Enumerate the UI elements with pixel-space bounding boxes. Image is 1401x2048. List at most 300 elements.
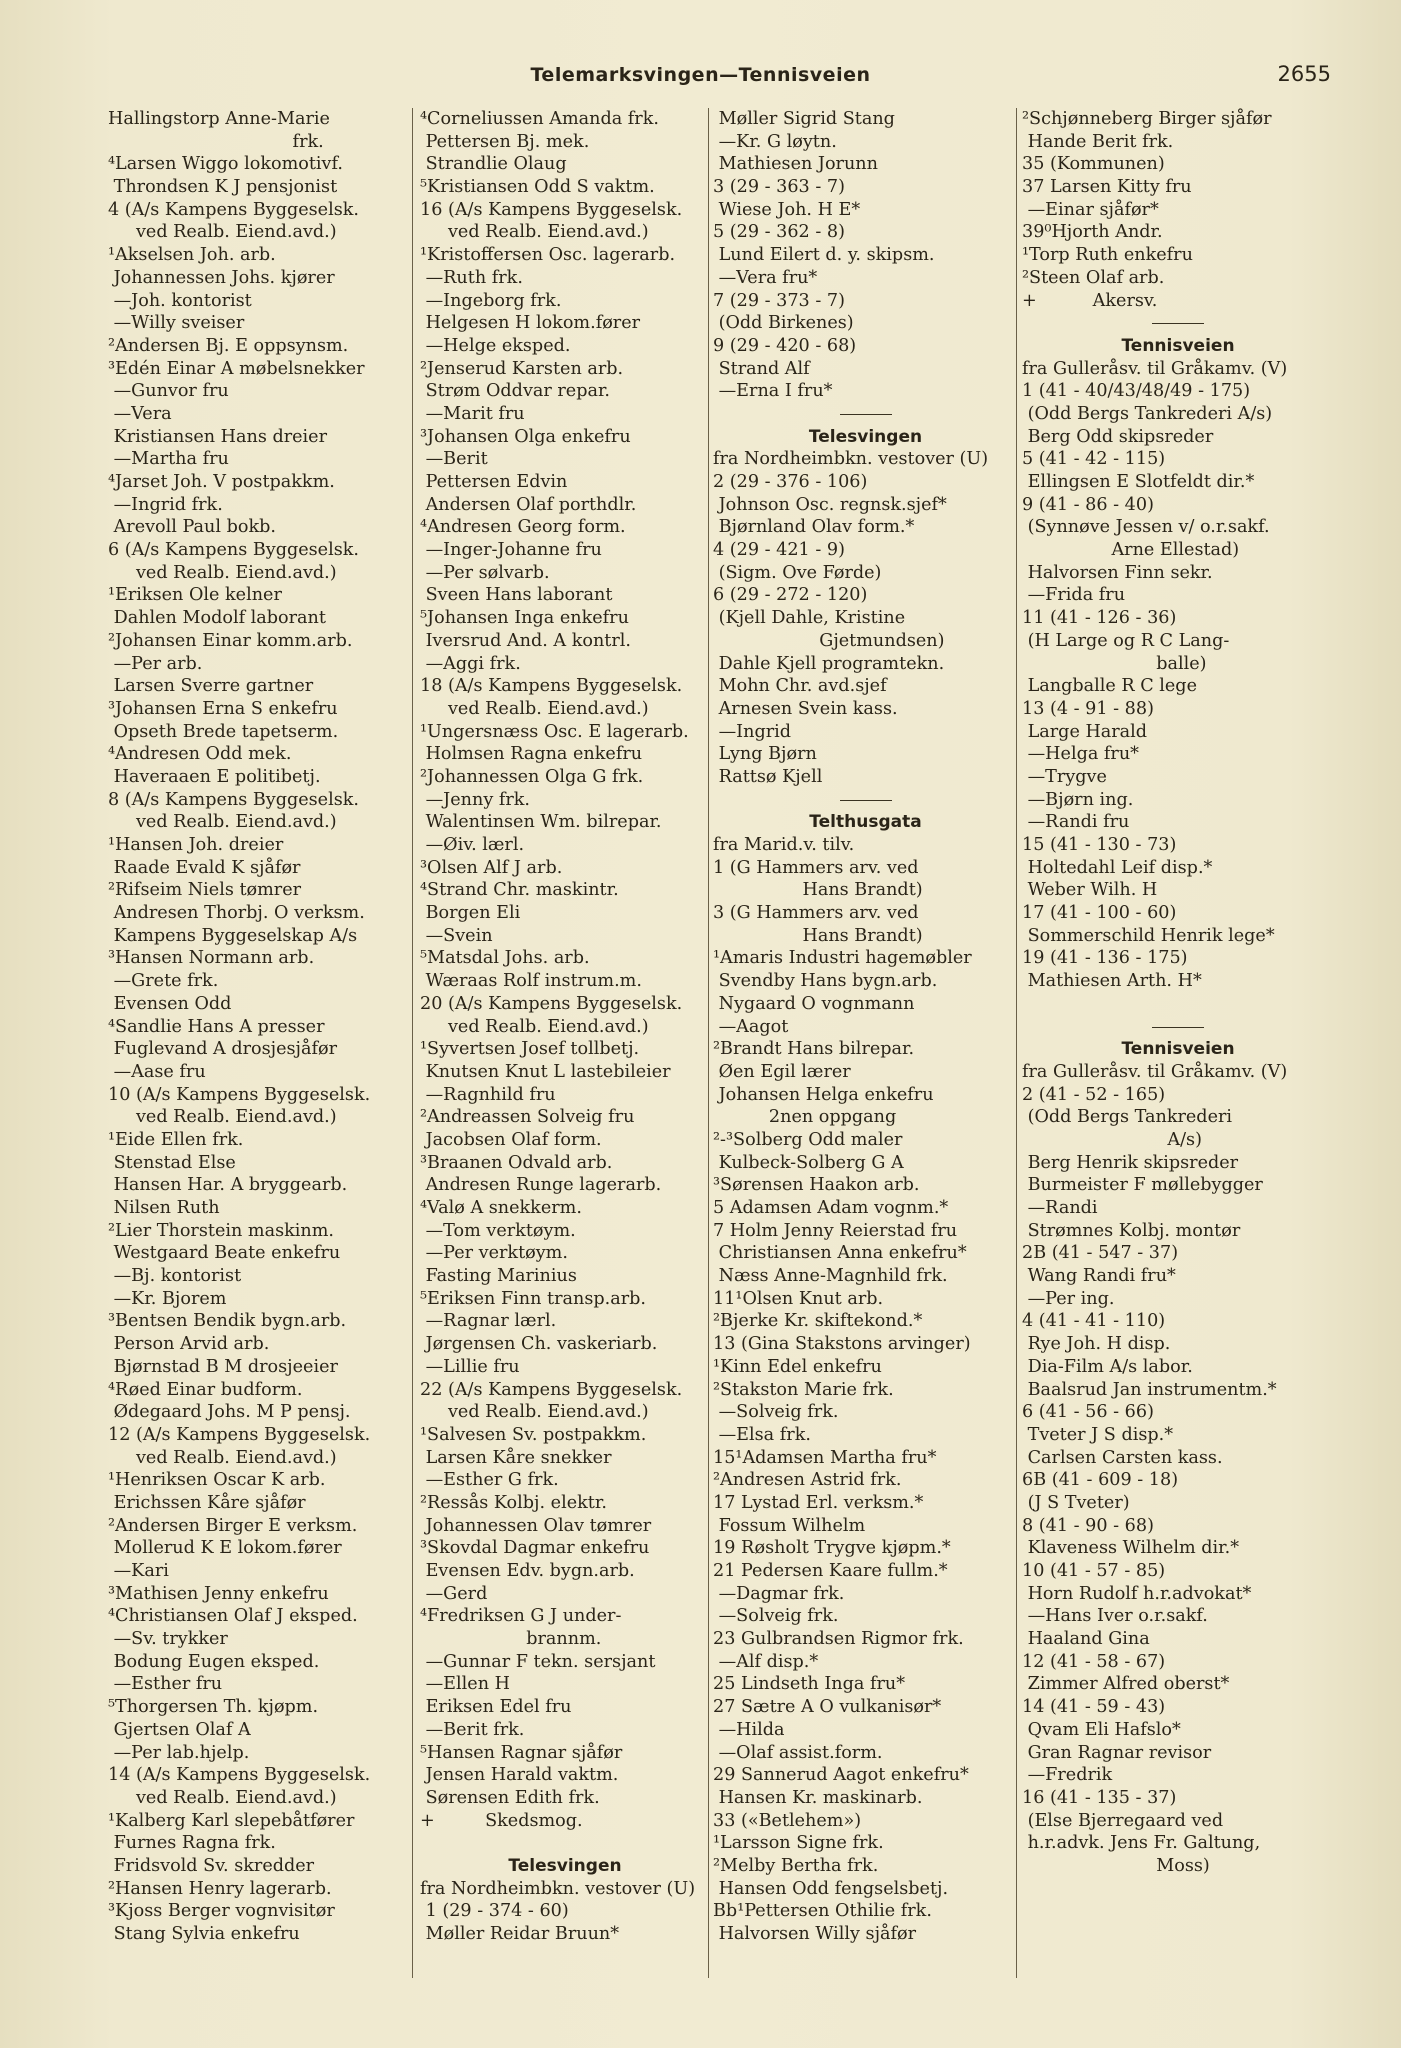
directory-entry: Iversrud And. A kontrl. [420,630,631,651]
directory-entry: Qvam Eli Hafslo* [1022,1719,1181,1740]
directory-entry: —Helge eksped. [420,335,571,356]
directory-entry: 2 (41 - 52 - 165) [1022,1084,1166,1105]
directory-entry: —Hans Iver o.r.sakf. [1022,1606,1208,1627]
directory-entry: Arne Ellestad) [1022,540,1240,561]
directory-entry: ³Bentsen Bendik bygn.arb. [108,1311,347,1332]
directory-entry: fra Gulleråsv. til Gråkamv. (V) [1022,358,1288,379]
directory-entry: Horn Rudolf h.r.advokat* [1022,1583,1252,1604]
directory-entry: 1 (29 - 374 - 60) [420,1901,569,1922]
column-4 [1022,108,1334,1988]
section-divider [1022,1016,1334,1039]
directory-entry: Bb¹Pettersen Othilie frk. [713,1901,932,1922]
directory-entry: Mathiesen Jorunn [713,154,878,175]
directory-entry: Rattsø Kjell [713,766,823,787]
directory-entry: ¹Hansen Joh. dreier [108,835,284,855]
directory-entry: Johannessen Olav tømrer [420,1515,652,1536]
directory-entry: Bodung Eugen eksped. [108,1651,320,1672]
directory-entry: Fuglevand A drosjesjåfør [108,1039,337,1060]
directory-entry: Wang Randi fru* [1022,1266,1176,1287]
directory-entry: Strand Alf [713,358,810,379]
directory-entry: Halvorsen Finn sekr. [1022,562,1213,583]
directory-entry: 9 (41 - 86 - 40) [1022,494,1154,515]
directory-entry: 18 (A/s Kampens Byggeselsk. [420,676,683,697]
directory-entry: ²Andersen Birger E verksm. [108,1515,358,1536]
directory-entry: 2B (41 - 547 - 37) [1022,1243,1179,1264]
directory-entry: Gjetmundsen) [713,630,945,651]
directory-entry: —Svein [420,925,493,946]
directory-entry: Møller Sigrid Stang [713,109,895,129]
directory-entry: Zimmer Alfred oberst* [1022,1674,1230,1695]
directory-entry: Møller Reidar Bruun* [420,1924,620,1944]
directory-entry: Gran Ragnar revisor [1022,1742,1212,1763]
directory-entry: Dia-Film A/s labor. [1022,1356,1193,1377]
directory-entry: Larsen Sverre gartner [108,676,314,697]
directory-entry: ³Skovdal Dagmar enkefru [420,1538,650,1559]
directory-entry: 2 (29 - 376 - 106) [713,472,868,492]
directory-entry: ³Johansen Erna S enkefru [108,698,338,719]
directory-entry: —Erna I fru* [713,381,833,402]
directory-entry: —Helga fru* [1022,744,1139,765]
street-heading: Tennisveien [1121,335,1235,356]
directory-entry: 7 (29 - 373 - 7) [713,290,845,311]
directory-entry: ³Kjoss Berger vognvisitør [108,1901,335,1922]
directory-entry: Wæraas Rolf instrum.m. [420,971,642,992]
directory-entry: 5 (29 - 362 - 8) [713,222,845,243]
directory-entry: Large Harald [1022,721,1148,742]
directory-entry: ¹Ungersnæss Osc. E lagerarb. [420,721,689,742]
street-heading: Tennisveien [1121,1039,1235,1060]
directory-entry: —Willy sveiser [108,313,245,334]
directory-entry: 16 (A/s Kampens Byggeselsk. [420,199,683,220]
directory-entry: Langballe R C lege [1022,676,1197,697]
directory-entry: fra Nordheimbkn. vestover (U) [713,449,989,470]
directory-entry: —Ingrid frk. [108,494,223,515]
directory-entry: fra Gulleråsv. til Gråkamv. (V) [1022,1061,1288,1082]
directory-entry: Hansen Kr. maskinarb. [713,1787,923,1808]
directory-entry: Fossum Wilhelm [713,1515,866,1536]
directory-entry: 25 Lindseth Inga fru* [713,1674,905,1695]
directory-entry: —Ragnar lærl. [420,1311,557,1332]
directory-entry: Næss Anne-Magnhild frk. [713,1266,948,1287]
directory-entry: ⁴Valø A snekkerm. [420,1198,582,1218]
directory-entry: Halvorsen Willy sjåfør [713,1924,917,1944]
directory-entry: —Bj. kontorist [108,1266,242,1287]
directory-entry: —Per verktøym. [420,1243,568,1264]
directory-entry: —Olaf assist.form. [713,1742,883,1763]
directory-entry: ²Rifseim Niels tømrer [108,880,302,901]
column-divider [412,108,413,1978]
directory-entry: Raade Evald K sjåfør [108,857,301,878]
directory-entry: Lund Eilert d. y. skipsm. [713,245,935,266]
directory-entry: (Kjell Dahle, Kristine [713,608,906,629]
directory-entry: Mollerud K E lokom.fører [108,1538,342,1559]
directory-entry: —Lillie fru [420,1356,520,1377]
directory-entry: 15 (41 - 130 - 73) [1022,835,1177,855]
directory-entry: Erichssen Kåre sjåfør [108,1492,306,1513]
directory-entry: Strandlie Olaug [420,154,567,175]
directory-entry: —Joh. kontorist [108,290,252,311]
directory-entry: Wiese Joh. H E* [713,199,861,220]
page-title: Telemarksvingen—Tennisveien [530,64,871,86]
directory-entry: (Sigm. Ove Førde) [713,562,882,583]
directory-entry: 6 (41 - 56 - 66) [1022,1402,1154,1423]
directory-entry: ¹Kinn Edel enkefru [713,1356,882,1377]
directory-entry: Ødegaard Johs. M P pensj. [108,1402,351,1423]
directory-entry: —Bjørn ing. [1022,789,1134,810]
directory-entry: ⁴Sandlie Hans A presser [108,1016,325,1037]
directory-entry: Berg Henrik skipsreder [1022,1152,1239,1173]
directory-entry: —Kr. Bjorem [108,1288,227,1309]
page-number: 2655 [1277,62,1331,86]
directory-entry: ved Realb. Eiend.avd.) [420,698,649,719]
directory-entry: ¹Amaris Industri hagemøbler [713,948,972,969]
directory-entry: frk. [108,131,324,152]
directory-entry: —Berit frk. [420,1719,525,1740]
directory-entry: —Aagot [713,1016,789,1037]
section-divider [1022,312,1334,335]
directory-entry: Nilsen Ruth [108,1198,220,1218]
column-2 [420,108,710,1988]
directory-entry: Andresen Runge lagerarb. [420,1175,662,1196]
directory-entry: Hans Brandt) [713,925,923,946]
directory-entry: —Gunvor fru [108,381,229,402]
directory-entry: —Vera fru* [713,267,818,288]
directory-entry: —Jenny frk. [420,789,531,810]
directory-entry: 2nen oppgang [713,1107,897,1128]
directory-entry: Mohn Chr. avd.sjef [713,676,887,697]
directory-entry: Person Arvid arb. [108,1334,270,1355]
directory-entry: —Martha fru [108,449,229,470]
directory-entry: Sørensen Edith frk. [420,1787,600,1808]
directory-entry: ⁵Matsdal Johs. arb. [420,948,590,969]
directory-entry: Johannessen Johs. kjører [108,267,335,288]
directory-entry: ³Johansen Olga enkefru [420,426,631,447]
directory-entry: —Frida fru [1022,585,1126,606]
directory-entry: 11¹Olsen Knut arb. [713,1288,884,1309]
directory-entry: Strøm Oddvar repar. [420,381,611,402]
directory-entry: 3 (29 - 363 - 7) [713,177,845,198]
directory-entry: Helgesen H lokom.fører [420,313,641,334]
directory-entry: Westgaard Beate enkefru [108,1243,341,1264]
directory-entry: Arnesen Svein kass. [713,698,898,719]
page-header [0,64,1401,94]
directory-entry: ⁵Eriksen Finn transp.arb. [420,1288,646,1309]
directory-entry: Bjørnland Olav form.* [713,517,915,538]
street-heading: Telesvingen [508,1855,622,1876]
directory-entry: 21 Pedersen Kaare fullm.* [713,1561,948,1581]
directory-entry: (Odd Bergs Tankrederi A/s) [1022,403,1273,424]
directory-entry: Nygaard O vognmann [713,993,915,1014]
directory-entry: Stenstad Else [108,1152,236,1173]
directory-entry: —Solveig frk. [713,1402,839,1423]
directory-entry: ⁵Kristiansen Odd S vaktm. [420,177,655,198]
directory-entry: ³Edén Einar A møbelsnekker [108,358,365,379]
directory-entry: 6B (41 - 609 - 18) [1022,1470,1179,1491]
directory-entry: —Aase fru [108,1061,206,1082]
directory-entry: —Øiv. lærl. [420,835,525,855]
directory-entry: 17 Lystad Erl. verksm.* [713,1492,924,1513]
column-3 [713,108,1018,1988]
directory-entry: —Sv. trykker [108,1629,228,1650]
directory-entry: —Elsa frk. [713,1424,811,1445]
directory-entry: ved Realb. Eiend.avd.) [108,812,337,833]
directory-entry: ved Realb. Eiend.avd.) [420,1016,649,1037]
directory-entry: 19 Røsholt Trygve kjøpm.* [713,1538,951,1559]
directory-entry: ⁴Corneliussen Amanda frk. [420,109,659,129]
directory-entry: ¹Salvesen Sv. postpakkm. [420,1424,647,1445]
directory-entry: ²Johannessen Olga G frk. [420,766,644,787]
directory-entry: ³Mathisen Jenny enkefru [108,1583,329,1604]
directory-entry: —Ellen H [420,1674,510,1695]
directory-entry: Jacobsen Olaf form. [420,1129,602,1150]
directory-entry: —Gerd [420,1583,488,1604]
directory-entry: Hansen Odd fengselsbetj. [713,1878,949,1899]
directory-entry: ved Realb. Eiend.avd.) [108,1447,337,1468]
directory-entry: ved Realb. Eiend.avd.) [108,1107,337,1128]
directory-entry: 33 («Betlehem») [713,1810,862,1831]
directory-entry: —Fredrik [1022,1765,1113,1786]
directory-entry: Pettersen Edvin [420,472,568,492]
directory-entry: —Ragnhild fru [420,1084,556,1105]
directory-entry: —Esther G frk. [420,1470,559,1491]
directory-entry: ¹Torp Ruth enkefru [1022,245,1193,266]
directory-entry: ¹Kalberg Karl slepebåtfører [108,1810,355,1831]
directory-entry: —Marit fru [420,403,525,424]
directory-entry: Jørgensen Ch. vaskeriarb. [420,1334,658,1355]
directory-entry: Evensen Edv. bygn.arb. [420,1561,635,1581]
directory-entry: ²Melby Bertha frk. [713,1855,879,1876]
directory-entry: Holmsen Ragna enkefru [420,744,643,765]
directory-entry: —Vera [108,403,172,424]
directory-entry: Burmeister F møllebygger [1022,1175,1263,1196]
directory-entry: Kulbeck-Solberg G A [713,1152,904,1173]
directory-entry: Mathiesen Arth. H* [1022,971,1202,992]
directory-entry: 15¹Adamsen Martha fru* [713,1447,937,1468]
directory-entry: ¹Larsson Signe frk. [713,1833,884,1854]
directory-entry: Svendby Hans bygn.arb. [713,971,938,992]
directory-entry: —Solveig frk. [713,1606,839,1627]
directory-entry: ¹Kristoffersen Osc. lagerarb. [420,245,676,266]
directory-entry: Hansen Har. A bryggearb. [108,1175,348,1196]
directory-entry: ²Schjønneberg Birger sjåfør [1022,109,1272,129]
directory-entry: 29 Sannerud Aagot enkefru* [713,1765,969,1786]
directory-entry: 23 Gulbrandsen Rigmor frk. [713,1629,964,1650]
directory-entry: Dahle Kjell programtekn. [713,653,945,674]
directory-entry: —Ingrid [713,721,792,742]
directory-entry: ²Andreassen Solveig fru [420,1107,635,1128]
directory-entry: ²Stakston Marie frk. [713,1379,894,1400]
directory-entry: ²Andersen Bj. E oppsynsm. [108,335,349,356]
directory-entry: ³Sørensen Haakon arb. [713,1175,920,1196]
directory-entry: Pettersen Bj. mek. [420,131,590,152]
directory-entry: 4 (29 - 421 - 9) [713,540,845,561]
directory-entry: Haveraaen E politibetj. [108,766,321,787]
directory-entry: Tveter J S disp.* [1022,1424,1174,1445]
directory-entry: 3 (G Hammers arv. ved [713,903,919,924]
directory-entry: ⁴Røed Einar budform. [108,1379,303,1400]
directory-entry: ⁵Thorgersen Th. kjøpm. [108,1697,319,1718]
directory-entry: 11 (41 - 126 - 36) [1022,608,1177,629]
column-1 [108,108,400,1988]
directory-entry: 16 (41 - 135 - 37) [1022,1787,1177,1808]
directory-entry: fra Nordheimbkn. vestover (U) [420,1878,696,1899]
directory-entry: (Odd Birkenes) [713,313,854,334]
directory-entry: (H Large og R C Lang- [1022,630,1230,651]
directory-entry: Johnson Osc. regnsk.sjef* [713,494,947,515]
directory-entry: Carlsen Carsten kass. [1022,1447,1223,1468]
directory-entry: —Randi fru [1022,812,1130,833]
directory-entry: 10 (A/s Kampens Byggeselsk. [108,1084,371,1105]
directory-entry: ⁵Hansen Ragnar sjåfør [420,1742,623,1763]
directory-entry: Øen Egil lærer [713,1061,851,1082]
directory-entry: ⁴Fredriksen G J under- [420,1606,622,1627]
directory-entry: ved Realb. Eiend.avd.) [420,222,649,243]
directory-entry: 8 (41 - 90 - 68) [1022,1515,1154,1536]
directory-entry: (Synnøve Jessen v/ o.r.sakf. [1022,517,1270,538]
directory-entry: ¹Eide Ellen frk. [108,1129,244,1150]
directory-entry: —Per arb. [108,653,203,674]
directory-entry: Opseth Brede tapetserm. [108,721,339,742]
directory-entry: Moss) [1022,1855,1210,1876]
directory-entry: Holtedahl Leif disp.* [1022,857,1213,878]
directory-entry: (J S Tveter) [1022,1492,1130,1513]
directory-entry: —Inger-Johanne fru [420,540,602,561]
directory-entry: 22 (A/s Kampens Byggeselsk. [420,1379,683,1400]
directory-entry: 1 (G Hammers arv. ved [713,857,919,878]
directory-entry: —Tom verktøym. [420,1220,576,1241]
directory-entry: Evensen Odd [108,993,232,1014]
section-divider [713,789,1018,812]
directory-entry: 27 Sætre A O vulkanisør* [713,1697,942,1718]
directory-entry: ²Steen Olaf arb. [1022,267,1165,288]
street-heading: Telesvingen [808,426,923,447]
directory-entry: ²Lier Thorstein maskinm. [108,1220,335,1241]
directory-entry: 13 (4 - 91 - 88) [1022,698,1154,719]
directory-entry: Berg Odd skipsreder [1022,426,1214,447]
directory-entry: Andresen Thorbj. O verksm. [108,903,365,924]
street-heading: Telthusgata [809,812,922,833]
directory-entry: (Else Bjerregaard ved [1022,1810,1224,1831]
directory-entry: 5 Adamsen Adam vognm.* [713,1198,949,1218]
directory-entry: 12 (41 - 58 - 67) [1022,1651,1166,1672]
directory-entry: balle) [1022,653,1207,674]
directory-entry [1022,993,1334,1016]
directory-entry: Ellingsen E Slotfeldt dir.* [1022,472,1255,492]
directory-entry: —Per lab.hjelp. [108,1742,250,1763]
directory-entry: Christiansen Anna enkefru* [713,1243,967,1264]
directory-entry: Walentinsen Wm. bilrepar. [420,812,662,833]
directory-entry: A/s) [1022,1129,1202,1150]
directory-entry: Throndsen K J pensjonist [108,177,338,198]
directory-entry: Stang Sylvia enkefru [108,1924,300,1944]
directory-entry: ⁴Christiansen Olaf J eksped. [108,1606,358,1627]
directory-entry: Hallingstorp Anne-Marie [108,109,330,129]
directory-entry: 7 Holm Jenny Reierstad fru [713,1220,958,1241]
directory-entry: ³Hansen Normann arb. [108,948,315,969]
directory-entry: Haaland Gina [1022,1629,1150,1650]
directory-entry: Kristiansen Hans dreier [108,426,328,447]
directory-entry: ⁴Jarset Joh. V postpakkm. [108,472,335,492]
directory-entry: Furnes Ragna frk. [108,1833,276,1854]
directory-entry: brannm. [420,1629,602,1650]
directory-entry: ¹Eriksen Ole kelner [108,585,282,606]
directory-entry: Jensen Harald vaktm. [420,1765,619,1786]
directory-entry: Hans Brandt) [713,880,923,901]
directory-entry: + Akersv. [1022,290,1158,311]
directory-entry: ²Johansen Einar komm.arb. [108,630,353,651]
directory-entry: —Gunnar F tekn. sersjant [420,1651,656,1672]
directory-entry: ²Hansen Henry lagerarb. [108,1878,332,1899]
directory-entry: Arevoll Paul bokb. [108,517,276,538]
directory-entry: —Hilda [713,1719,785,1740]
directory-entry: Kampens Byggeselskap A/s [108,925,358,946]
directory-entry: Andersen Olaf porthdlr. [420,494,637,515]
directory-entry: —Ingeborg frk. [420,290,562,311]
directory-entry: Klaveness Wilhelm dir.* [1022,1538,1240,1559]
directory-entry: —Einar sjåfør* [1022,199,1159,220]
directory-entry: Lyng Bjørn [713,744,817,765]
directory-entry: —Berit [420,449,488,470]
directory-entry: ²Brandt Hans bilrepar. [713,1039,915,1060]
directory-entry: Larsen Kåre snekker [420,1447,612,1468]
directory-entry: —Esther fru [108,1674,223,1695]
directory-entry: —Trygve [1022,766,1107,787]
directory-entry: Weber Wilh. H [1022,880,1158,901]
directory-entry: 14 (A/s Kampens Byggeselsk. [108,1765,371,1786]
directory-entry: 12 (A/s Kampens Byggeselsk. [108,1424,371,1445]
directory-entry: Hande Berit frk. [1022,131,1174,152]
directory-entry: 14 (41 - 59 - 43) [1022,1697,1166,1718]
directory-entry: ⁴Andresen Odd mek. [108,744,292,765]
directory-entry: 1 (41 - 40/43/48/49 - 175) [1022,381,1251,402]
directory-entry: —Randi [1022,1198,1098,1218]
directory-entry: ³Olsen Alf J arb. [420,857,563,878]
directory-entry: —Per sølvarb. [420,562,550,583]
directory-entry: 6 (A/s Kampens Byggeselsk. [108,540,360,561]
directory-entry: Fasting Marinius [420,1266,577,1287]
directory-entry: Baalsrud Jan instrumentm.* [1022,1379,1277,1400]
directory-entry: —Alf disp.* [713,1651,819,1672]
directory-entry: —Aggi frk. [420,653,521,674]
directory-entry: —Ruth frk. [420,267,523,288]
directory-entry: —Dagmar frk. [713,1583,845,1604]
directory-entry: ²-³Solberg Odd maler [713,1129,903,1150]
directory-entry: ²Andresen Astrid frk. [713,1470,902,1491]
directory-entry: ³Braanen Odvald arb. [420,1152,613,1173]
section-divider [713,403,1018,426]
directory-entry: ⁴Larsen Wiggo lokomotivf. [108,154,343,175]
directory-entry: 37 Larsen Kitty fru [1022,177,1192,198]
directory-entry: ⁴Strand Chr. maskintr. [420,880,619,901]
directory-entry: h.r.advk. Jens Fr. Galtung, [1022,1833,1261,1854]
directory-entry: ⁴Andresen Georg form. [420,517,626,538]
directory-entry: ved Realb. Eiend.avd.) [108,1787,337,1808]
directory-entry: ²Ressås Kolbj. elektr. [420,1492,607,1513]
directory-entry: —Grete frk. [108,971,219,992]
directory-entry: ²Jenserud Karsten arb. [420,358,624,379]
directory-entry: Rye Joh. H disp. [1022,1334,1171,1355]
directory-entry: 19 (41 - 136 - 175) [1022,948,1188,969]
directory-entry: Gjertsen Olaf A [108,1719,251,1740]
directory-entry: Strømnes Kolbj. montør [1022,1220,1241,1241]
directory-entry: 9 (29 - 420 - 68) [713,335,857,356]
directory-entry: ved Realb. Eiend.avd.) [108,562,337,583]
directory-entry: Dahlen Modolf laborant [108,608,326,629]
directory-entry: Johansen Helga enkefru [713,1084,934,1105]
directory-entry: Borgen Eli [420,903,521,924]
directory-entry: 6 (29 - 272 - 120) [713,585,868,606]
directory-entry: (Odd Bergs Tankrederi [1022,1107,1233,1128]
